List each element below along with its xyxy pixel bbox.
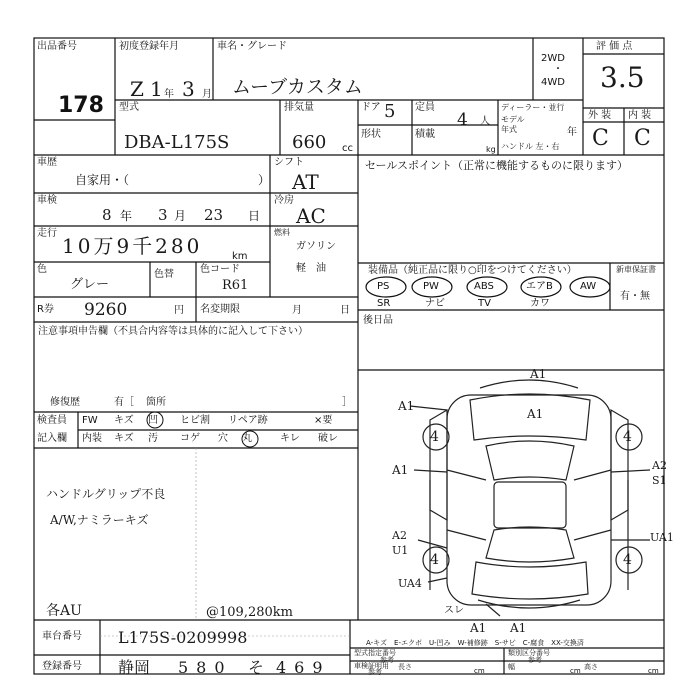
mark-s1-right: S1 [652, 474, 667, 487]
height-label: 高さ [584, 663, 598, 671]
color-code-label: 色コード [200, 264, 240, 275]
model-year-char: 年 [567, 127, 577, 138]
shift-label: シフト [274, 157, 304, 168]
color-change-label: 色替 [154, 269, 174, 280]
insp-interior: 内装 [82, 433, 102, 444]
mark-a1-hood: A1 [527, 407, 544, 421]
mileage-value: 10万9千280 [62, 234, 203, 258]
damage-legend: A-キズ E-エクボ U-凹み W-補修跡 S-サビ C-腐食 XX-交換済 [366, 639, 584, 647]
roof [494, 482, 566, 528]
handwritten-note-1: ハンドルグリップ不良 [46, 487, 166, 501]
plate-city: 静岡 [118, 658, 151, 677]
inspection-label: 車検 [37, 195, 57, 206]
tire-mark-rl: 4 [430, 552, 439, 568]
width-unit: cm [570, 667, 581, 675]
recycle-fee: 9260 [84, 300, 128, 320]
grade-label: 評 価 点 [596, 41, 633, 52]
model-code: DBA-L175S [124, 132, 230, 153]
equip-pw: PW [423, 281, 439, 292]
lot-number: 178 [58, 93, 104, 118]
insp-needs: ×要 [314, 415, 333, 426]
plate-kana: そ [248, 658, 265, 677]
mark-a1-front: A1 [530, 367, 547, 381]
mark-a2-right: A2 [652, 459, 667, 472]
color-value: グレー [70, 277, 110, 292]
insp-repair: リペア跡 [228, 415, 268, 426]
inspector-label-2: 記入欄 [37, 433, 67, 444]
mark-u1-left-rear: U1 [392, 544, 409, 557]
mark-a2-left-rear: A2 [392, 529, 407, 542]
plate-serial: 469 [276, 658, 331, 677]
insp-dent: 凹 [148, 415, 158, 426]
tire-mark-rr: 4 [623, 552, 632, 568]
exterior-grade: C [592, 126, 609, 151]
first-reg-label: 初度登録年月 [119, 41, 179, 52]
year-char: 年 [164, 89, 174, 100]
class-sub: 参考 [528, 656, 542, 664]
cert-sub: 参考 [368, 668, 382, 676]
later-label: 後日品 [363, 315, 393, 326]
insp-int-dirt: 汚 [148, 433, 158, 444]
equipment-label: 装備品（純正品に限り○印をつけてください） [368, 265, 577, 276]
fuel-label: 燃料 [274, 228, 290, 237]
tire-mark-fl: 4 [430, 429, 439, 445]
equip-abs: ABS [474, 281, 494, 292]
name-change-day: 日 [340, 305, 350, 316]
mark-a1-rear-2: A1 [510, 621, 527, 635]
equip-airbag: エアB [526, 281, 553, 292]
first-reg-era: Z [130, 77, 144, 101]
handwritten-mileage: @109,280km [206, 605, 293, 620]
month-char: 月 [202, 89, 212, 100]
model-year-label-2: 年式 [501, 125, 517, 134]
mark-a1-rear-1: A1 [470, 621, 487, 635]
handle-label: ハンドル 左・右 [501, 142, 560, 151]
name-change-label: 名変期限 [200, 304, 240, 315]
mark-ua1-right-rear: UA1 [650, 531, 674, 544]
repair-close: ］ [342, 397, 352, 408]
mark-a1-left-front: A1 [398, 399, 415, 413]
repair-unit: 箇所 [146, 397, 166, 408]
drive-4wd: 4WD [541, 77, 565, 88]
sales-point-label: セールスポイント（正常に機能するものに限ります） [365, 159, 629, 172]
load-label: 積載 [415, 129, 435, 140]
equip-navi: ナビ [425, 298, 445, 309]
hatch [472, 562, 588, 599]
insp-int-circle: 丸 [242, 433, 252, 444]
cc-unit: cc [342, 143, 353, 154]
equip-ps: PS [377, 281, 390, 292]
front-bumper [480, 380, 578, 388]
drive-2wd: 2WD [541, 53, 565, 64]
doors-label: ドア [361, 102, 381, 113]
mark-ua4-rear: UA4 [398, 577, 422, 590]
capacity-label: 定員 [415, 102, 435, 113]
inspection-day: 23 [204, 206, 224, 224]
plate-number: 580 [178, 658, 233, 677]
fuel-gas: ガソリン [296, 241, 336, 252]
repair-value: 有［ [114, 397, 134, 408]
width-label: 幅 [508, 663, 515, 671]
color-code: R61 [222, 278, 249, 293]
shape-label: 形状 [361, 129, 381, 140]
insp-fw: FW [82, 415, 98, 426]
length-label: 長さ [398, 663, 412, 671]
type-cert-sub: 参考 [380, 656, 394, 664]
manual-value: 有・無 [620, 291, 650, 302]
chassis-label: 車台番号 [42, 631, 82, 642]
km-unit: km [232, 251, 248, 262]
equip-sr: SR [377, 298, 391, 309]
color-label: 色 [37, 264, 47, 275]
plate-label: 登録番号 [42, 661, 82, 672]
inspector-label: 検査員 [37, 415, 67, 426]
handwritten-note-2: A/W,ナミラーキズ [50, 513, 149, 527]
mark-a1-left-door: A1 [392, 463, 409, 477]
exterior-label: 外 装 [588, 110, 612, 121]
ac-label: 冷房 [274, 195, 294, 206]
inspection-year-char: 年 [120, 209, 133, 223]
inspection-month: 3 [158, 206, 168, 224]
length-unit: cm [474, 667, 485, 675]
car-name: ムーブカスタム [232, 76, 363, 98]
first-reg-year: 1 [150, 77, 163, 101]
mileage-label: 走行 [37, 228, 57, 239]
shift-value: AT [292, 170, 319, 194]
equip-tv: TV [478, 298, 491, 309]
yen-unit: 円 [174, 305, 184, 316]
equip-aw: AW [580, 281, 597, 292]
persons-unit: 人 [480, 116, 490, 127]
windshield [486, 441, 574, 480]
mark-scuff: スレ [444, 605, 464, 616]
inspection-month-char: 月 [174, 209, 187, 223]
class-label: 類別区分番号 [508, 649, 550, 657]
tire-mark-fr: 4 [623, 429, 632, 445]
insp-scratch: キズ [114, 415, 134, 426]
lot-no-label: 出品番号 [37, 41, 77, 52]
history-close: ） [258, 173, 271, 187]
manual-label: 新車保証書 [616, 265, 656, 274]
first-reg-month: 3 [182, 77, 195, 101]
insp-int-tear: 破レ [318, 433, 338, 444]
fuel-diesel: 軽 油 [296, 263, 326, 274]
displacement: 660 [292, 132, 327, 153]
chassis-number: L175S-0209998 [118, 628, 248, 647]
recycle-label: R券 [37, 304, 54, 315]
insp-int-cut: キレ [280, 433, 300, 444]
ac-value: AC [296, 204, 326, 228]
notes-label: 注意事項申告欄（不具合内容等は具体的に記入して下さい） [38, 326, 308, 337]
handwritten-note-3: 各AU [46, 603, 82, 619]
height-unit: cm [648, 667, 659, 675]
car-name-label: 車名・グレード [217, 41, 287, 52]
rear-window [486, 527, 574, 562]
model-year-label: モデル [501, 115, 525, 124]
history-label: 車歴 [37, 157, 57, 168]
doors: 5 [384, 101, 396, 122]
dealer-label: ディーラー・並行 [501, 103, 565, 112]
interior-grade: C [634, 126, 651, 151]
repair-label: 修復歴 [50, 397, 80, 408]
insp-int-scratch: キズ [114, 433, 134, 444]
inspection-year: 8 [102, 206, 112, 224]
rear-bumper [478, 600, 580, 608]
equip-leather: カワ [530, 298, 550, 309]
interior-label: 内 装 [628, 110, 652, 121]
history-value: 自家用・（ [75, 173, 130, 187]
drive-dot: ・ [553, 64, 563, 75]
kg-unit: kg [486, 145, 496, 154]
insp-int-burn: コゲ [180, 433, 200, 444]
capacity: 4 [457, 110, 468, 130]
cert-label: 車検証明用 [354, 662, 389, 670]
inspection-day-char: 日 [248, 209, 261, 223]
insp-int-hole: 穴 [218, 433, 228, 444]
insp-crack: ヒビ割 [180, 415, 210, 426]
name-change-month: 月 [292, 305, 302, 316]
overall-grade: 3.5 [600, 61, 645, 94]
model-label: 型式 [119, 102, 139, 113]
type-cert-label: 型式指定番号 [354, 649, 396, 657]
displacement-label: 排気量 [284, 102, 314, 113]
